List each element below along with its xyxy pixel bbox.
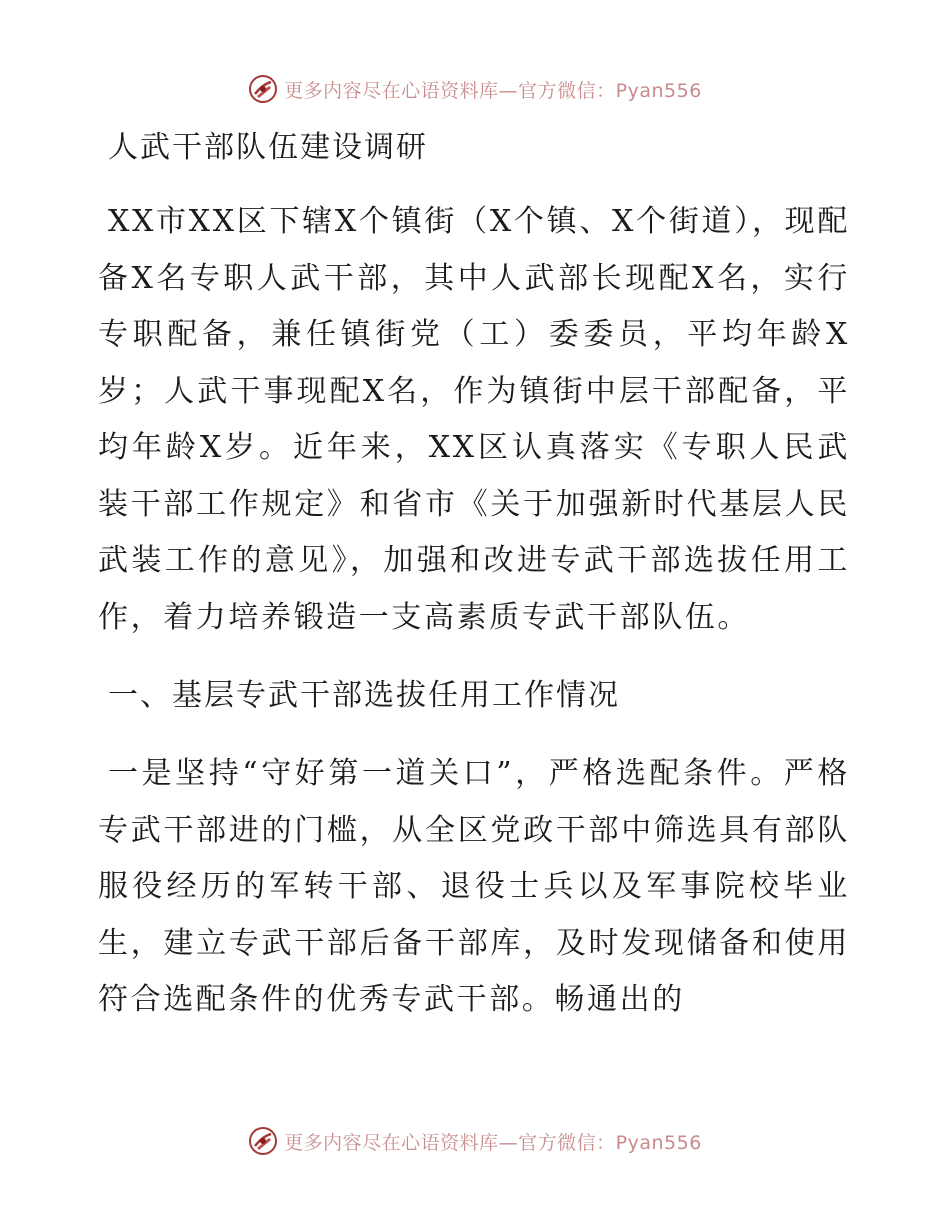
section-heading: 一、基层专武干部选拔任用工作情况 xyxy=(108,678,620,713)
watermark-text: 更多内容尽在心语资料库—官方微信：Pyan556 xyxy=(284,79,702,102)
watermark-text: 更多内容尽在心语资料库—官方微信：Pyan556 xyxy=(284,1131,702,1154)
document-title: 人武干部队伍建设调研 xyxy=(108,130,428,165)
book-pen-logo-icon xyxy=(248,74,278,104)
document-body xyxy=(98,120,850,1029)
section-paragraph: 一是坚持“守好第一道关口”，严格选配条件。严格专武干部进的门槛，从全区党政干部中筛选具有部队服役经历的军转干部、退役士兵以及军事院校毕业生，建立专武干部后备干部库，及时发现储备和使用符合选配条件的优秀专武干部。畅通出的 xyxy=(98,756,850,1017)
book-pen-logo-icon xyxy=(248,1126,278,1156)
watermark-footer xyxy=(0,1126,950,1156)
watermark-header xyxy=(0,74,950,104)
intro-paragraph: XX市XX区下辖X个镇街（X个镇、X个街道），现配备X名专职人武干部，其中人武部长现配X名，实行专职配备，兼任镇街党（工）委委员，平均年龄X岁；人武干事现配X名，作为镇街中层干部配备，平均年龄X岁。近年来，XX区认真落实《专职人民武装干部工作规定》和省市《关于加强新时代基层人民武装工作的意见》，加强和改进专武干部选拔任用工作，着力培养锻造一支高素质专武干部队伍。 xyxy=(98,204,850,635)
